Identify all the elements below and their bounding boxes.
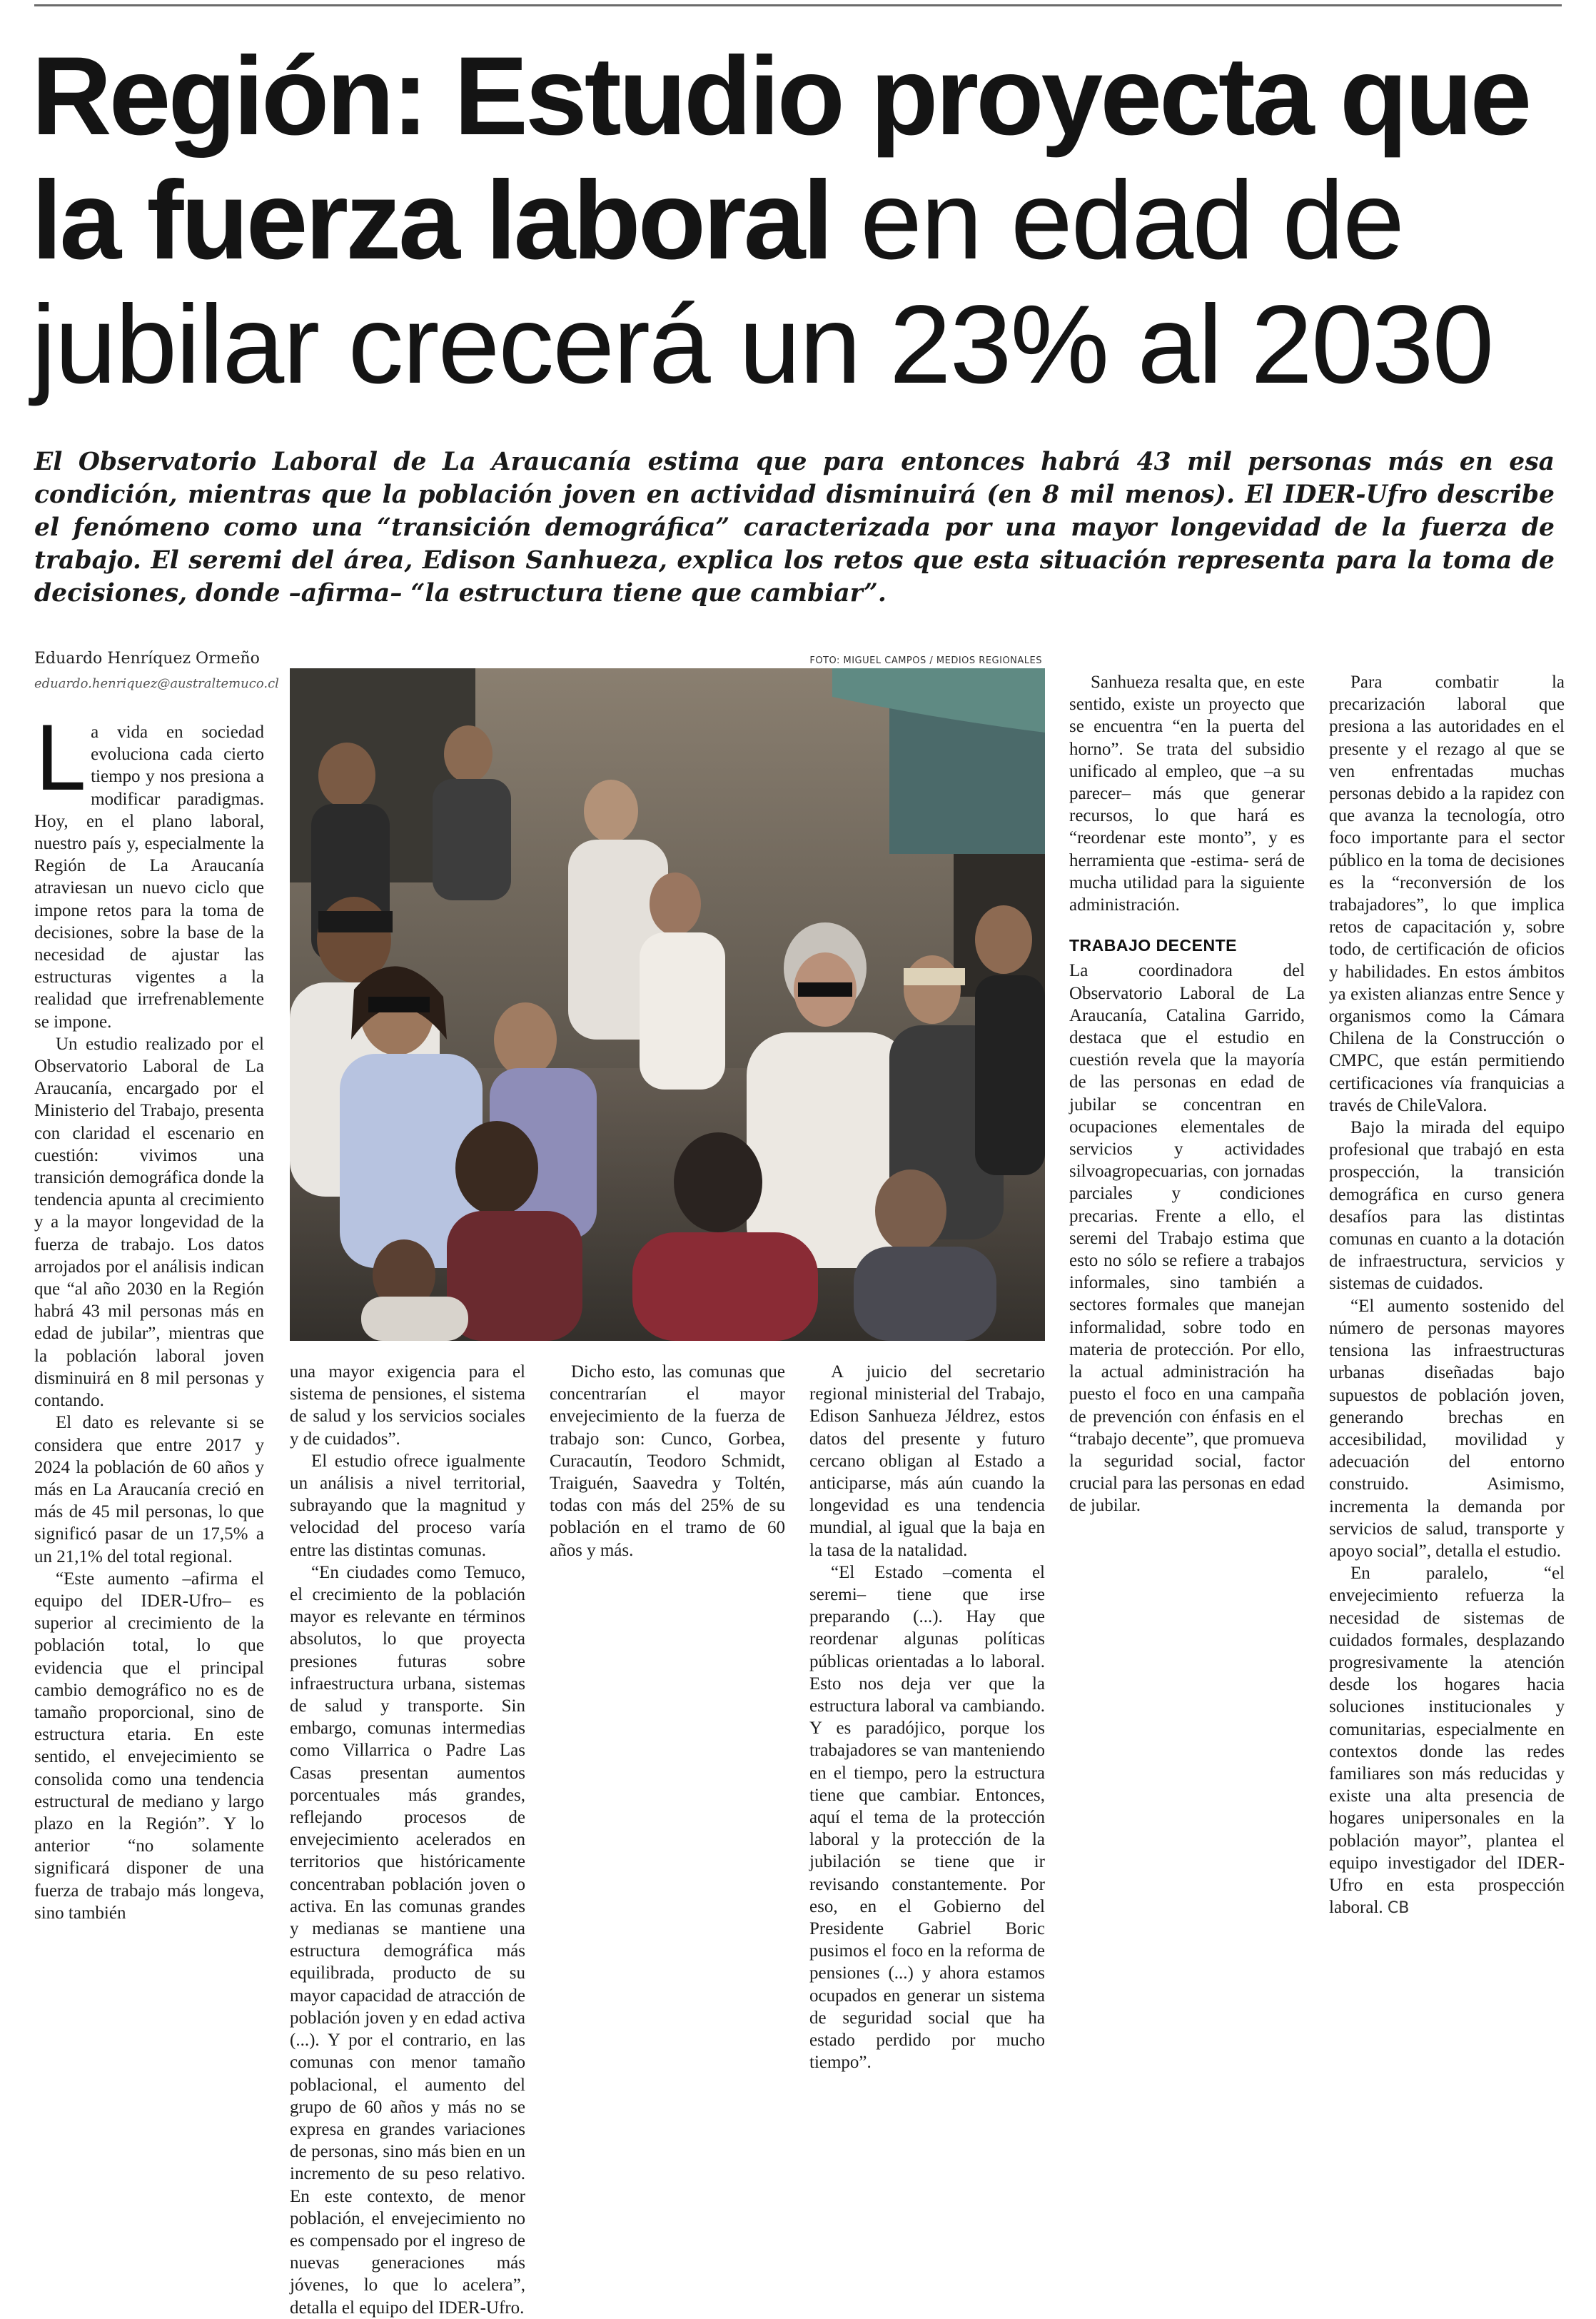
- top-rule: [34, 4, 1562, 6]
- paragraph-14: Bajo la mirada del equipo profesional que trabajó en esta prospección, la transición demográfica en curso genera desafíos para las distintas comunas en cuanto a la dotación de infraestructura, servicios y sistemas de cuidados.: [1329, 1118, 1565, 1294]
- paragraph-3: El dato es relevante si se considera que entre 2017 y 2024 la población de 60 años y más en La Araucanía creció en más de 45 mil personas, lo que significó pasar de un 17,5% a un 21,1% del total regional.: [34, 1413, 264, 1566]
- article-column-3: [550, 1361, 785, 1561]
- paragraph-5: una mayor exigencia para el sistema de pensiones, el sistema de salud y los servicios sociales y de cuidados”.: [290, 1362, 525, 1449]
- paragraph-2: Un estudio realizado por el Observatorio Laboral de La Araucanía, encargado por el Ministerio del Trabajo, presenta con claridad el escenario en cuestión: vivimos una transición demográfica donde la tendencia apunta al crecimiento y a la mayor longevidad de la fuerza de trabajo. Los datos arrojados por el análisis indican que “al año 2030 en la Región habrá 43 mil personas más en edad de jubilar”, mientras que la población laboral joven disminuirá en 8 mil personas y contando.: [34, 1034, 264, 1411]
- article-column-4: [809, 1361, 1045, 2074]
- headline-line-2-bold: la fuerza laboral: [31, 159, 831, 283]
- paragraph-8: Dicho esto, las comunas que concentrarían el mayor envejecimiento de la fuerza de trabajo son: Cunco, Gorbea, Curacautín, Teodoro Schmidt, Traiguén, Saavedra y Toltén, todas con más del 25% de su población en el tramo de 60 años y más.: [550, 1362, 785, 1560]
- article-column-6: [1329, 671, 1565, 1919]
- paragraph-4: “Este aumento –afirma el equipo del IDER-Ufro– es superior al crecimiento de la población total, lo que evidencia que el principal cambio demográfico no es de tamaño proporcional, sino de estructura etaria. En este sentido, el envejecimiento se consolida como una tendencia estructural de mediano y largo plazo en la Región”. Y lo anterior “no solamente significará disponer de una fuerza de trabajo más longeva, sino también: [34, 1569, 264, 1923]
- headline-line-3: jubilar crecerá un 23% al 2030: [31, 283, 1493, 407]
- paragraph-7: “En ciudades como Temuco, el crecimiento de la población mayor es relevante en términos absolutos, lo que proyecta presiones futuras sobre infraestructura urbana, sistemas de salud y transporte. Sin embargo, comunas intermedias como Villarrica o Padre Las Casas presentan aumentos porcentuales más grandes, reflejando procesos de envejecimiento acelerados en territorios que históricamente concentraban población joven o activa. En las comunas grandes y medianas se mantiene una estructura demográfica más equilibrada, producto de su mayor capacidad de atracción de población joven y en edad activa (...). Y por el contrario, en las comunas con menor tamaño poblacional, el aumento del grupo de 60 años y más no se expresa en grandes variaciones de personas, sino más bien en un incremento de su peso relativo. En este contexto, de menor población, el envejecimiento no es compensado por el ingreso de nuevas generaciones más jóvenes, lo que lo acelera”, detalla el equipo del IDER-Ufro.: [290, 1562, 525, 2318]
- article-column-1: [34, 708, 264, 1924]
- dropcap: L: [34, 708, 84, 811]
- author-email: eduardo.henriquez@australtemuco.cl: [34, 676, 279, 691]
- paragraph-9: A juicio del secretario regional ministerial del Trabajo, Edison Sanhueza Jéldrez, estos datos del presente y futuro cercano obligan al Estado a anticiparse, más aún cuando la longevidad es una tendencia mundial, al igual que la baja en la tasa de la natalidad.: [809, 1362, 1045, 1560]
- paragraph-13: Para combatir la precarización laboral que presiona a las autoridades en el presente y el rezago al que se ven enfrentadas muchas personas debido a la rapidez con que avanza la tecnología, otro foco importante para el sector público en la toma de decisiones es la “reconversión de los trabajadores”, lo que implica retos de capacitación y, sobre todo, de certificación de oficios y habilidades. En estos ámbitos ya existen alianzas entre Sence y organismos como la Cámara Chilena de la Construcción o CMPC, que están permitiendo certificaciones vía franquicias a través de ChileValora.: [1329, 673, 1565, 1115]
- paragraph-16-text: En paralelo, “el envejecimiento refuerza la necesidad de sistemas de cuidados formales, desplazando progresivamente la atención desde los hogares hacia soluciones institucionales y comunitarias, especialmente en contextos donde las redes familiares son más reducidas y existe una alta presencia de hogares unipersonales en la población mayor”, plantea el equipo investigador del IDER-Ufro en esta prospección laboral.: [1329, 1564, 1565, 1918]
- paragraph-6: El estudio ofrece igualmente un análisis a nivel territorial, subrayando que la magnitud y velocidad del proceso varía entre las distintas comunas.: [290, 1451, 525, 1560]
- photo-credit: FOTO: MIGUEL CAMPOS / MEDIOS REGIONALES: [809, 655, 1042, 666]
- byline: [34, 648, 277, 694]
- headline-line-2-light: en edad de: [830, 159, 1403, 283]
- subhead-trabajo-decente: TRABAJO DECENTE: [1069, 936, 1237, 955]
- paragraph-15: “El aumento sostenido del número de personas mayores tensiona las infraestructuras urbanas diseñadas bajo supuestos de población joven, generando brechas en accesibilidad, movilidad y adecuación del entorno construido. Asimismo, incrementa la demanda por servicios de salud, transporte y apoyo social”, detalla el estudio.: [1329, 1296, 1565, 1561]
- author-name: Eduardo Henríquez Ormeño: [34, 650, 260, 668]
- lead-paragraph: El Observatorio Laboral de La Araucanía estima que para entonces habrá 43 mil personas más en esa condición, mientras que la población joven en actividad disminuirá (en 8 mil menos). El IDER-Ufro describe el fenómeno como una “transición demográfica” caracterizada por una mayor longevidad de la fuerza de trabajo. El seremi del área, Edison Sanhueza, explica los retos que esta situación representa para la toma de decisiones, donde –afirma– “la estructura tiene que cambiar”.: [34, 448, 1555, 608]
- paragraph-intro: [34, 708, 264, 1033]
- end-mark-icon: CB: [1387, 1899, 1410, 1918]
- paragraph-11: Sanhueza resalta que, en este sentido, existe un proyecto que se encuentra “en la puerta del horno”. Se trata del subsidio unificado al empleo, que –a su parecer– más que generar recursos, lo que hará es “reordenar este monto”, y es herramienta que -estima- será de mucha utilidad para la siguiente administración.: [1069, 673, 1305, 915]
- article-column-2: [290, 1361, 525, 2319]
- paragraph-16: [1329, 1562, 1565, 1919]
- paragraph-12: La coordinadora del Observatorio Laboral de La Araucanía, Catalina Garrido, destaca que el estudio en cuestión revela que la mayoría de las personas en edad de jubilar se concentran en ocupaciones elementales de servicios y actividades silvoagropecuarias, con jornadas parciales y condiciones precarias. Frente a ello, el seremi del Trabajo estima que esto no sólo se refiere a trabajos informales, sino también a sectores formales que manejan informalidad, sobre todo en materia de protección. Por ello, la actual administración ha puesto el foco en una campaña de prevención con énfasis en el “trabajo decente”, que promueva la seguridad social, factor crucial para las personas en edad de jubilar.: [1069, 961, 1305, 1516]
- paragraph-1: a vida en sociedad evoluciona cada cierto tiempo y nos presiona a modificar paradigmas. Hoy, en el plano laboral, nuestro país y, especialmente la Región de La Araucanía atraviesan un nuevo ciclo que impone retos para la toma de decisiones, sobre la base de la necesidad de ajustar las estructuras vigentes a la realidad que irrefrenablemente se impone.: [34, 723, 264, 1032]
- crowd-photo: [290, 668, 1045, 1341]
- article-column-5: [1069, 671, 1305, 1517]
- headline: [31, 34, 1573, 407]
- headline-line-1: Región: Estudio proyecta que: [31, 34, 1530, 159]
- paragraph-10: “El Estado –comenta el seremi– tiene que irse preparando (...). Hay que reordenar algunas políticas públicas orientadas a lo laboral. Esto nos deja ver que la estructura laboral va cambiando. Y es paradójico, porque los trabajadores se van manteniendo en el tiempo, pero la estructura tiene que cambiar. Entonces, aquí el tema de la protección laboral y la protección de la jubilación se tiene que ir revisando constantemente. Por eso, en el Gobierno del Presidente Gabriel Boric pusimos el foco en la reforma de pensiones (...) y ahora estamos ocupados en generar un sistema de seguridad social que ha estado perdido por mucho tiempo”.: [809, 1562, 1045, 2073]
